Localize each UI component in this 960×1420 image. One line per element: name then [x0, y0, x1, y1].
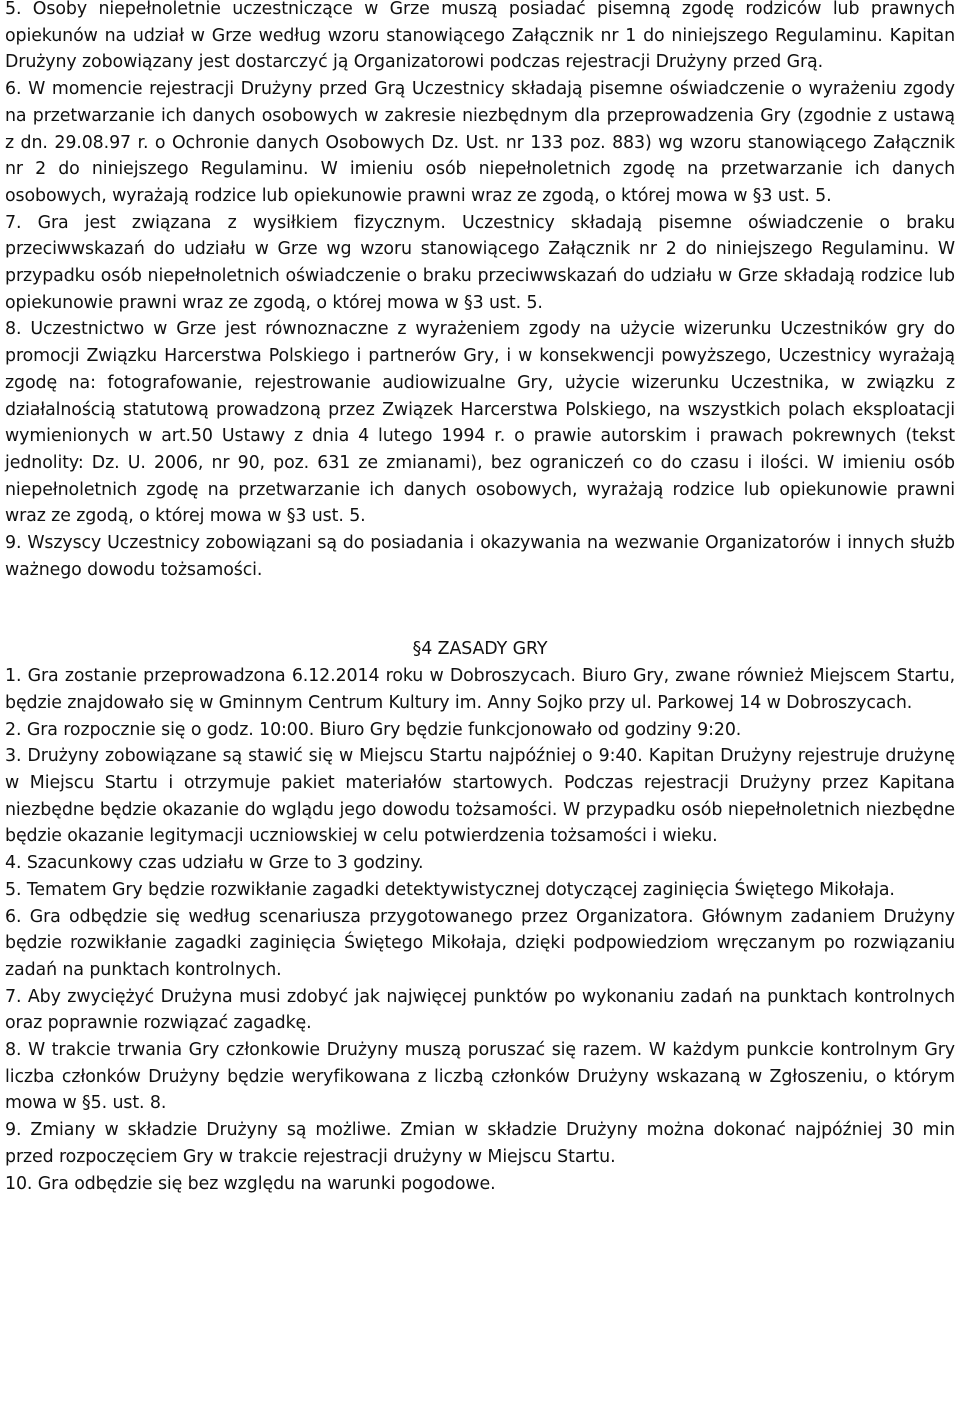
rule-item-9: 9. Zmiany w składzie Drużyny są możliwe. Zmian w składzie Drużyny można dokonać najpóźniej 30 min przed rozpoczęciem Gry w trakcie rejestracji drużyny w Miejscu Startu. — [5, 1120, 955, 1167]
regulation-paragraph-3-5: 5. Osoby niepełnoletnie uczestniczące w Grze muszą posiadać pisemną zgodę rodziców lub prawnych opiekunów na udział w Grze według wzoru stanowiącego Załącznik nr 1 do niniejszego Regulaminu. Kapitan Drużyny zobowiązany jest dostarczyć ją Organizatorowi podczas rejestracji Drużyny przed Grą. — [5, 0, 955, 73]
rule-item-10: 10. Gra odbędzie się bez względu na warunki pogodowe. — [5, 1173, 496, 1194]
regulation-paragraph-3-7: 7. Gra jest związana z wysiłkiem fizycznym. Uczestnicy składają pisemne oświadczenie o braku przeciwwskazań do udziału w Grze wg wzoru stanowiącego Załącznik nr 2 do niniejszego Regulaminu. W przypadku osób niepełnoletnich oświadczenie o braku przeciwwskazań do udziału w Grze składają rodzice lub opiekunowie prawni wraz ze zgodą, o której mowa w §3 ust. 5. — [5, 212, 955, 313]
regulation-paragraph-3-9: 9. Wszyscy Uczestnicy zobowiązani są do posiadania i okazywania na wezwanie Organizatorów i innych służb ważnego dowodu tożsamości. — [5, 533, 955, 580]
section-heading: §4 ZASADY GRY — [412, 639, 548, 660]
regulation-paragraph-3-6: 6. W momencie rejestracji Drużyny przed Grą Uczestnicy składają pisemne oświadczenie o wyrażeniu zgody na przetwarzanie ich danych osobowych w zakresie niezbędnym dla przeprowadzenia Gry (zgodnie z ustawą z dn. 29.08.97 r. o Ochronie danych Osobowych Dz. Ust. nr 133 poz. 883) wg wzoru stanowiącego Załącznik nr 2 do niniejszego Regulaminu. W imieniu osób niepełnoletnich zgodę na przetwarzanie ich danych osobowych, wyrażają rodzice lub opiekunowie prawni wraz ze zgodą, o której mowa w §3 ust. 5. — [5, 79, 955, 206]
section-gap — [5, 583, 955, 636]
rule-item-6: 6. Gra odbędzie się według scenariusza przygotowanego przez Organizatora. Głównym zadaniem Drużyny będzie rozwikłanie zagadki zaginięcia Świętego Mikołaja, dzięki podpowiedziom wręczanym po rozwiązaniu zadań na punktach kontrolnych. — [5, 906, 955, 980]
regulation-paragraph-3-8: 8. Uczestnictwo w Grze jest równoznaczne z wyrażeniem zgody na użycie wizerunku Uczestników gry do promocji Związku Harcerstwa Polskiego i partnerów Gry, i w konsekwencji powyższego, Uczestnicy wyrażają zgodę na: fotografowanie, rejestrowanie audiowizualne Gry, użycie wizerunku Uczestnika, w związku z działalnością statutową prowadzoną przez Związek Harcerstwa Polskiego, na wszystkich polach eksploatacji wymienionych w art.50 Ustawy z dnia 4 lutego 1994 r. o prawie autorskim i prawach pokrewnych (tekst jednolity: Dz. U. 2006, nr 90, poz. 631 ze zmianami), bez ograniczeń co do czasu i ilości. W imieniu osób niepełnoletnich zgodę na przetwarzanie ich danych osobowych, wyrażają rodzice lub opiekunowie prawni wraz ze zgodą, o której mowa w §3 ust. 5. — [5, 319, 955, 527]
rule-item-7: 7. Aby zwyciężyć Drużyna musi zdobyć jak najwięcej punktów po wykonaniu zadań na punktach kontrolnych oraz poprawnie rozwiązać zagadkę. — [5, 986, 955, 1034]
rule-item-8: 8. W trakcie trwania Gry członkowie Drużyny muszą poruszać się razem. W każdym punkcie kontrolnym Gry liczba członków Drużyny będzie weryfikowana z liczbą członków Drużyny wskazaną w Zgłoszeniu, o którym mowa w §5. ust. 8. — [5, 1040, 955, 1114]
rule-item-4: 4. Szacunkowy czas udziału w Grze to 3 godziny. — [5, 853, 424, 874]
rule-item-5: 5. Tematem Gry będzie rozwikłanie zagadki detektywistycznej dotyczącej zaginięcia Świętego Mikołaja. — [5, 879, 895, 900]
rule-item-2: 2. Gra rozpocznie się o godz. 10:00. Biuro Gry będzie funkcjonowało od godziny 9:20. — [5, 719, 742, 740]
rule-item-3: 3. Drużyny zobowiązane są stawić się w Miejscu Startu najpóźniej o 9:40. Kapitan Drużyny rejestruje drużynę w Miejscu Startu i otrzymuje pakiet materiałów startowych. Podczas rejestracji Drużyny przez Kapitana niezbędne będzie okazanie do wglądu jego dowodu tożsamości. W przypadku osób niepełnoletnich niezbędne będzie okazanie legitymacji uczniowskiej w celu potwierdzenia tożsamości i wieku. — [5, 746, 955, 847]
rule-item-1: 1. Gra zostanie przeprowadzona 6.12.2014 roku w Dobroszycach. Biuro Gry, zwane również Miejscem Startu, będzie znajdowało się w Gminnym Centrum Kultury im. Anny Sojko przy ul. Parkowej 14 w Dobroszycach. — [5, 666, 955, 713]
